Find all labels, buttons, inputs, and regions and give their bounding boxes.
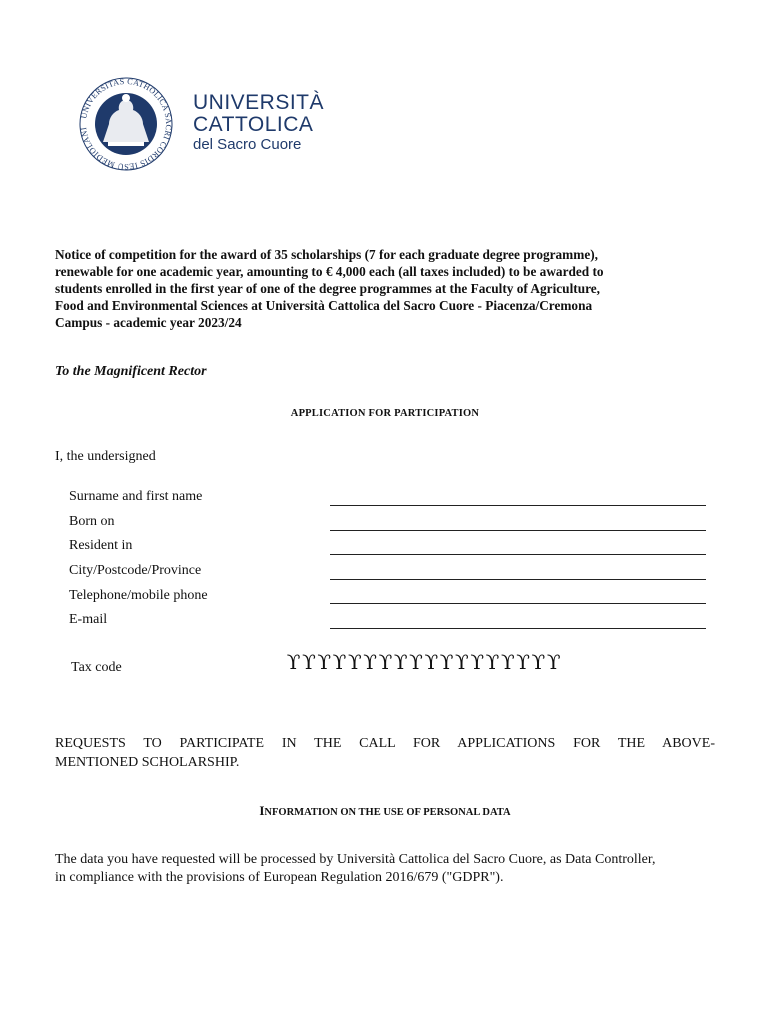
tax-code-box[interactable]: ϒ: [546, 650, 561, 674]
title-line: Food and Environmental Sciences at Università Cattolica del Sacro Cuore - Piacenza/Cremona: [55, 298, 593, 313]
tax-code-box[interactable]: ϒ: [485, 650, 500, 674]
tax-code-box[interactable]: ϒ: [317, 650, 332, 674]
application-heading: APPLICATION FOR PARTICIPATION: [290, 408, 480, 419]
title-line: Notice of competition for the award of 35 scholarships (7 for each graduate degree programme),: [55, 247, 598, 262]
tax-code-box[interactable]: ϒ: [500, 650, 515, 674]
tax-code-box[interactable]: ϒ: [531, 650, 546, 674]
resident-field[interactable]: [330, 554, 706, 555]
tax-code-label: Tax code: [71, 660, 122, 675]
tax-code-box[interactable]: ϒ: [470, 650, 485, 674]
info-heading-rest: NFORMATION ON THE USE OF PERSONAL DATA: [264, 807, 511, 818]
tax-code-box[interactable]: ϒ: [516, 650, 530, 674]
university-logo: [78, 76, 323, 172]
field-label-born: Born on: [69, 514, 115, 529]
tax-code-boxes[interactable]: [286, 651, 561, 673]
svg-text:UNIVERSITAS CATHOLICA SACRI CO: UNIVERSITAS CATHOLICA SACRI CORDIS IESU MEDIOLANI: [79, 76, 174, 172]
data-line: The data you have requested will be processed by Università Cattolica del Sacro Cuore, as Data Controller,: [55, 852, 656, 867]
tax-code-box[interactable]: ϒ: [393, 650, 408, 674]
title-line: Campus - academic year 2023/24: [55, 315, 242, 330]
data-paragraph: [55, 851, 717, 887]
logo-name-line1: UNIVERSITÀ: [193, 91, 325, 114]
email-field[interactable]: [330, 628, 706, 629]
surname-field[interactable]: [330, 505, 706, 506]
phone-field[interactable]: [330, 603, 706, 604]
logo-name-line3: del Sacro Cuore: [193, 136, 302, 153]
logo-name-line2: CATTOLICA: [193, 113, 314, 136]
undersigned-text: I, the undersigned: [55, 449, 156, 464]
tax-code-box[interactable]: ϒ: [332, 650, 347, 674]
tax-code-box[interactable]: ϒ: [378, 650, 393, 674]
notice-title: [55, 246, 715, 331]
tax-code-box[interactable]: ϒ: [363, 650, 377, 674]
field-label-city: City/Postcode/Province: [69, 563, 202, 578]
tax-code-box[interactable]: ϒ: [347, 650, 362, 674]
info-heading: [0, 803, 770, 819]
field-label-phone: Telephone/mobile phone: [69, 588, 208, 603]
title-line: students enrolled in the first year of one of the degree programmes at the Faculty of Agriculture,: [55, 281, 600, 296]
city-field[interactable]: [330, 579, 706, 580]
tax-code-box[interactable]: ϒ: [455, 650, 469, 674]
field-label-resident: Resident in: [69, 538, 133, 553]
field-label-name: Surname and first name: [69, 489, 203, 504]
requests-line: MENTIONED SCHOLARSHIP.: [55, 755, 240, 770]
tax-code-box[interactable]: ϒ: [439, 650, 454, 674]
tax-code-box[interactable]: ϒ: [302, 650, 316, 674]
tax-code-box[interactable]: ϒ: [409, 650, 423, 674]
requests-paragraph: [55, 734, 715, 772]
university-seal-icon: [78, 76, 174, 172]
tax-code-box[interactable]: ϒ: [424, 650, 439, 674]
data-line: in compliance with the provisions of European Regulation 2016/679 ("GDPR").: [55, 870, 504, 885]
info-heading-cap: I: [259, 803, 265, 818]
field-label-email: E-mail: [69, 612, 108, 627]
title-line: renewable for one academic year, amounting to € 4,000 each (all taxes included) to be awarded to: [55, 264, 604, 279]
requests-line: REQUESTS TO PARTICIPATE IN THE CALL FOR APPLICATIONS FOR THE ABOVE-: [55, 736, 715, 751]
addressee: To the Magnificent Rector: [55, 364, 207, 379]
tax-code-box[interactable]: ϒ: [286, 650, 301, 674]
born-on-field[interactable]: [330, 530, 706, 531]
